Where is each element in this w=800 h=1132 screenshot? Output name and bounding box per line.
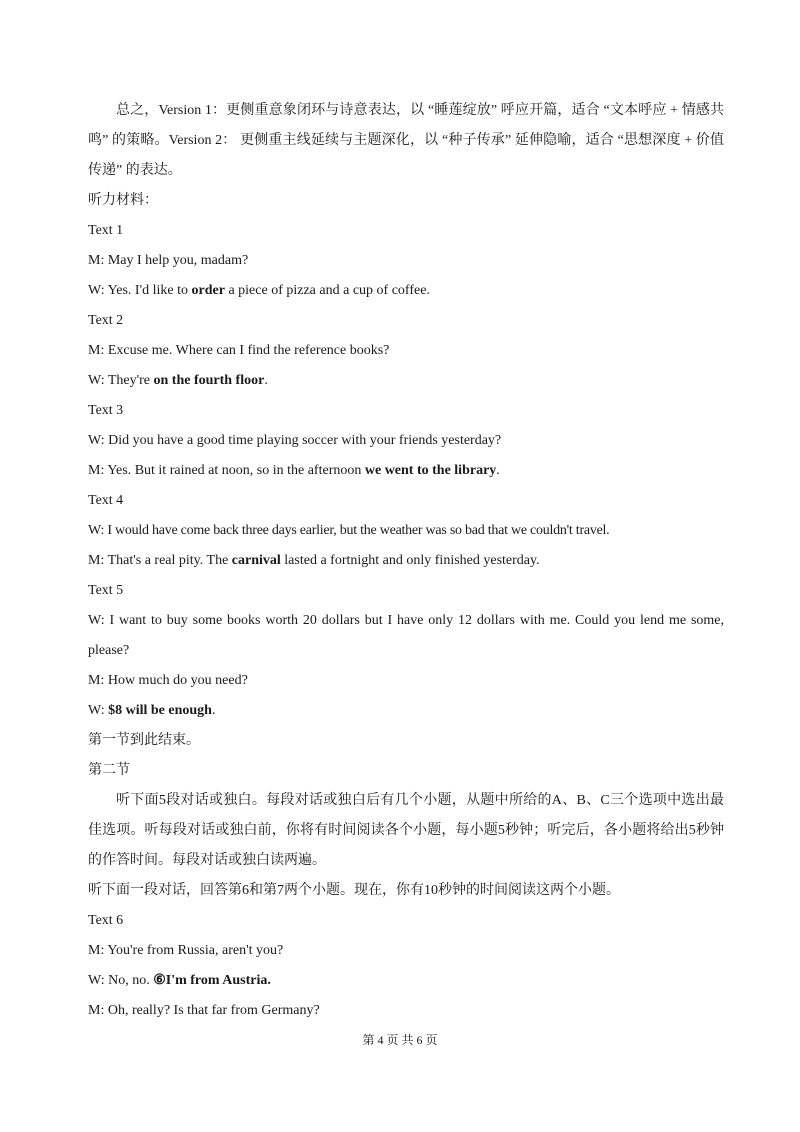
text5-line1: W: I want to buy some books worth 20 dollars but I have only 12 dollars with me. Could you lend me some, please?: [88, 613, 724, 658]
text5-keyword: $8 will be enough: [108, 703, 212, 718]
summary-paragraph: 总之，Version 1：更侧重意象闭环与诗意表达，以 “睡莲绽放” 呼应开篇，适合 “文本呼应 + 情感共鸣” 的策略。Version 2： 更侧重主线延续与主题深化，以 “种子传承” 延伸隐喻，适合 “思想深度 + 价值传递” 的表达。: [88, 103, 724, 178]
text4-line2-post: lasted a fortnight and only finished yesterday.: [280, 553, 540, 568]
text4-line2: [88, 546, 724, 576]
text1-line2-post: a piece of pizza and a cup of coffee.: [224, 283, 430, 298]
text1-line1: M: May I help you, madam?: [88, 253, 249, 268]
text5-line3: [88, 696, 724, 726]
listening-heading: 听力材料：: [88, 193, 158, 208]
text3-line2: [88, 456, 724, 486]
text2-line2-pre: W: They're: [88, 373, 154, 388]
text2-line2: [88, 366, 724, 396]
text5-line3-post: .: [211, 703, 216, 718]
text1-keyword: order: [191, 283, 225, 298]
text1-line2: [88, 276, 724, 306]
text6-line2: [88, 966, 724, 996]
section2-instructions: 听下面5段对话或独白。每段对话或独白后有几个小题，从题中所给的A、B、C三个选项中选出最佳选项。听每段对话或独白前，你将有时间阅读各个小题，每小题5秒钟；听完后，各小题将给出5秒钟的作答时间。每段对话或独白读两遍。: [88, 793, 724, 868]
text4-title: Text 4: [88, 493, 124, 508]
text4-line2-pre: M: That's a real pity. The: [88, 553, 232, 568]
text5-title: Text 5: [88, 583, 124, 598]
text6-line2-pre: W: No, no.: [88, 973, 154, 988]
section1-end: 第一节到此结束。: [88, 733, 200, 748]
text2-line1: M: Excuse me. Where can I find the reference books?: [88, 343, 390, 358]
text3-line2-post: .: [496, 463, 500, 478]
text2-keyword: on the fourth floor: [153, 373, 265, 388]
text6-line3: M: Oh, really? Is that far from Germany?: [88, 1003, 320, 1018]
page-content: [88, 96, 724, 1026]
text1-line2-pre: W: Yes. I'd like to: [88, 283, 192, 298]
text3-title: Text 3: [88, 403, 124, 418]
section2-title: 第二节: [88, 763, 130, 778]
text1-title: Text 1: [88, 223, 124, 238]
text6-line1: M: You're from Russia, aren't you?: [88, 943, 284, 958]
text3-line1: W: Did you have a good time playing soccer with your friends yesterday?: [88, 433, 502, 448]
text4-line1: W: I would have come back three days earlier, but the weather was so bad that we couldn't travel.: [88, 523, 610, 538]
text4-keyword: carnival: [231, 553, 281, 568]
text6-keyword: ⑥I'm from Austria.: [153, 973, 271, 988]
text6-instructions: 听下面一段对话，回答第6和第7两个小题。现在，你有10秒钟的时间阅读这两个小题。: [88, 883, 620, 898]
page-footer: 第 4 页 共 6 页: [362, 1033, 438, 1047]
text2-title: Text 2: [88, 313, 124, 328]
text3-keyword: we went to the library: [364, 463, 497, 478]
text2-line2-post: .: [264, 373, 268, 388]
text5-line2: M: How much do you need?: [88, 673, 248, 688]
text6-title: Text 6: [88, 913, 124, 928]
text5-line3-pre: W:: [88, 703, 109, 718]
text3-line2-pre: M: Yes. But it rained at noon, so in the afternoon: [88, 463, 365, 478]
